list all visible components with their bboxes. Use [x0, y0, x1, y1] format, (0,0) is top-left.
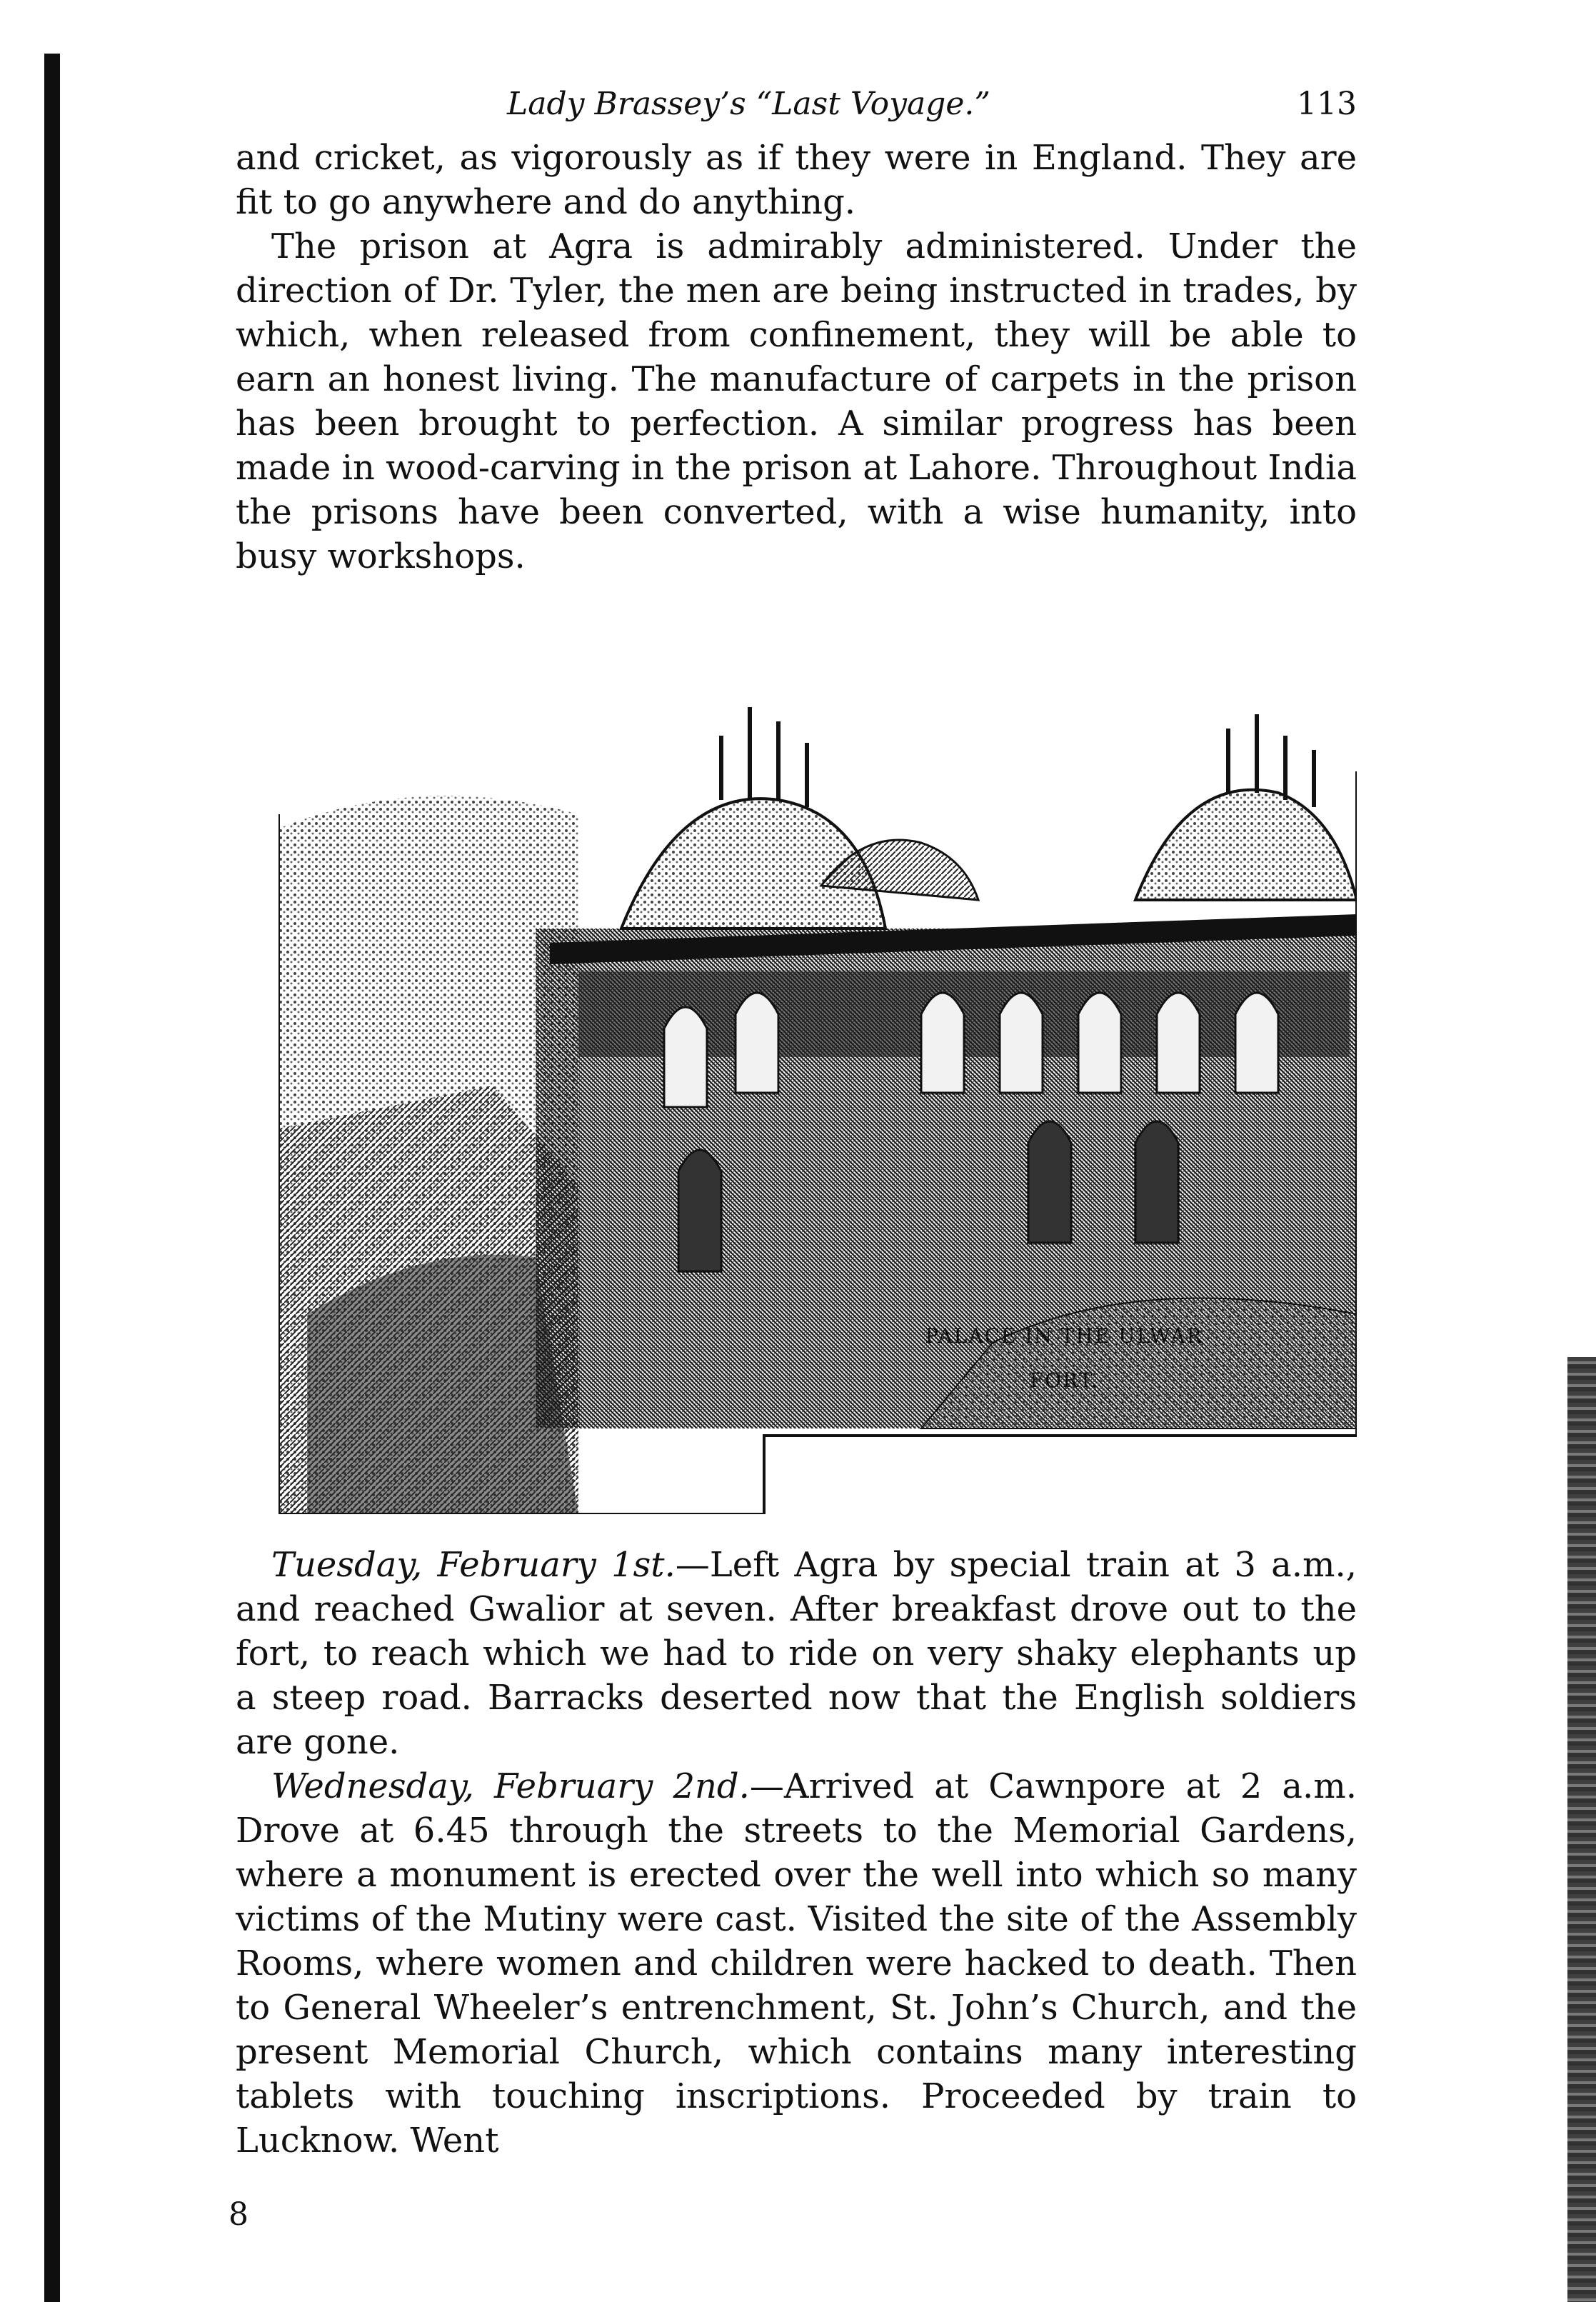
paragraph-1: and cricket, as vigorously as if they were in England. They are fit to go anywhere and do anything.: [236, 138, 1357, 222]
entry-date: Tuesday, February 1st.: [271, 1545, 676, 1585]
entry-wednesday: [236, 1764, 1357, 2163]
binding-edge: [44, 54, 60, 2302]
entry-date: Wednesday, February 2nd.: [271, 1766, 750, 1806]
running-title: Lady Brassey’s “Last Voyage.”: [507, 86, 990, 122]
page-edge-shadow: [1567, 1357, 1596, 2302]
caption-line-1: PALACE IN THE ULWAR: [925, 1324, 1203, 1348]
book-page: [236, 79, 1357, 2163]
page-number: 113: [1297, 86, 1357, 122]
running-head: [236, 79, 1357, 136]
signature-mark: 8: [229, 2196, 249, 2233]
entry-tuesday: [236, 1543, 1357, 1764]
figure-caption: [807, 1314, 1321, 1403]
paragraph-2: The prison at Agra is admirably administered. Under the direction of Dr. Tyler, the men are being instructed in trades, by which, when released from confinement, they will be able to earn an honest living. The manufacture of carpets in the prison has been brought to perfection. A similar progress has been made in wood-carving in the prison at Lahore. Throughout India the prisons have been converted, with a wise humanity, into busy workshops.: [236, 226, 1357, 576]
caption-line-2: FORT.: [1029, 1368, 1099, 1392]
entry-text: —Arrived at Cawnpore at 2 a.m. Drove at 6.45 through the streets to the Memorial Gardens, where a monument is erected over the well into which so many victims of the Mutiny were cast. Visited the site of the Assembly Rooms, where women and children were hacked to death. Then to General Wheeler’s entrenchment, St. John’s Church, and the present Memorial Church, which contains many interesting tablets with touching inscriptions. Proceeded by train to Lucknow. Went: [236, 1766, 1357, 2161]
figure: [236, 600, 1357, 1543]
entry-text: —Left Agra by special train at 3 a.m., and reached Gwalior at seven. After breakfast drove out to the fort, to reach which we had to ride on very shaky elephants up a steep road. Barracks deserted now that the English soldiers are gone.: [236, 1545, 1357, 1762]
